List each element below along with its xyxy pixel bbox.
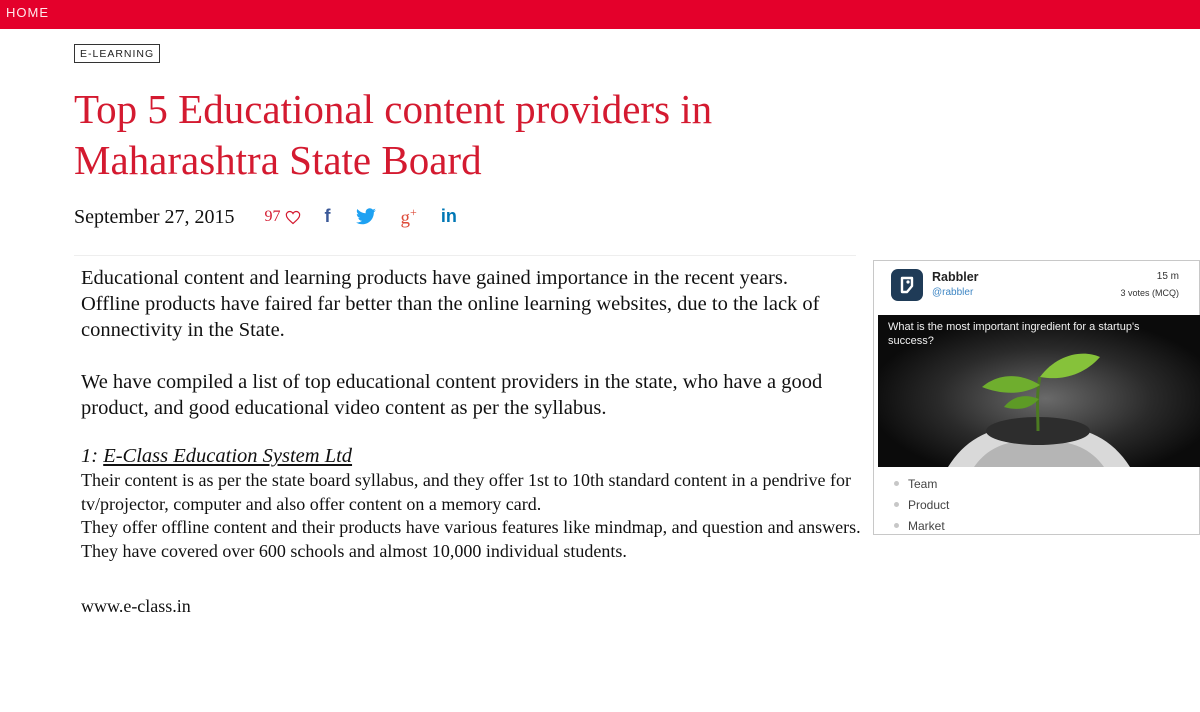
poll-option-label: Product xyxy=(908,497,950,512)
poll-options xyxy=(894,473,949,536)
intro-paragraph-3: We have compiled a list of top educational content providers in the state, who have a good product, and good educational video content as per the syllabus. xyxy=(81,371,823,419)
provider-description-1: Their content is as per the state board syllabus, and they offer 1st to 10th standard content in a pendrive for tv/projector, computer and also offer content on a memory card. xyxy=(81,470,851,514)
post-date: September 27, 2015 xyxy=(74,205,235,228)
paragraph-spacer xyxy=(81,563,861,585)
poll-header xyxy=(874,261,1199,313)
paragraph-spacer xyxy=(81,343,861,369)
poll-option-label: Market xyxy=(908,518,945,533)
heart-icon xyxy=(285,210,301,225)
intro-paragraph-2: Offline products have faired far better than the online learning websites, due to the lack of connectivity in the State. xyxy=(81,293,820,341)
article-meta xyxy=(74,202,457,232)
article-body xyxy=(81,265,861,619)
home-link[interactable]: HOME xyxy=(6,5,49,20)
poll-question: What is the most important ingredient for a startup's success? xyxy=(888,321,1140,347)
provider-website[interactable]: www.e-class.in xyxy=(81,596,191,616)
poll-image xyxy=(878,315,1200,467)
section-heading xyxy=(81,443,861,469)
poll-timestamp: 15 m xyxy=(1156,271,1179,282)
rabbler-logo-icon[interactable] xyxy=(891,269,923,301)
article-title: Top 5 Educational content providers in Maharashtra State Board xyxy=(74,86,713,183)
facebook-icon[interactable]: f xyxy=(324,206,331,227)
google-plus-sup: + xyxy=(410,204,417,219)
bullet-icon xyxy=(894,523,899,528)
intro-paragraph-1: Educational content and learning products have gained importance in the recent years. xyxy=(81,267,788,289)
google-plus-icon[interactable] xyxy=(401,205,417,229)
poll-account-name[interactable]: Rabbler xyxy=(932,270,979,284)
linkedin-icon[interactable]: in xyxy=(440,206,457,227)
poll-account-handle[interactable]: @rabbler xyxy=(932,287,974,298)
bullet-icon xyxy=(894,502,899,507)
google-plus-letter: g xyxy=(400,207,411,229)
like-button[interactable] xyxy=(265,208,301,226)
section-number: 1: xyxy=(81,445,99,467)
poll-option-product[interactable] xyxy=(894,494,949,515)
poll-option-market[interactable] xyxy=(894,515,949,536)
twitter-icon[interactable] xyxy=(355,208,377,226)
poll-widget xyxy=(873,260,1200,535)
category-tag[interactable]: E-LEARNING xyxy=(74,44,160,63)
top-nav-bar xyxy=(0,0,1200,29)
like-count: 97 xyxy=(264,208,281,225)
content-divider xyxy=(74,255,856,256)
provider-link[interactable]: E-Class Education System Ltd xyxy=(103,445,353,467)
share-bar xyxy=(325,205,457,229)
provider-description-2: They offer offline content and their products have various features like mindmap, and question and answers. They have covered over 600 schools and almost 10,000 individual students. xyxy=(81,517,861,561)
bullet-icon xyxy=(894,481,899,486)
poll-option-team[interactable] xyxy=(894,473,949,494)
poll-vote-count: 3 votes (MCQ) xyxy=(1120,288,1179,298)
poll-option-label: Team xyxy=(908,476,938,491)
